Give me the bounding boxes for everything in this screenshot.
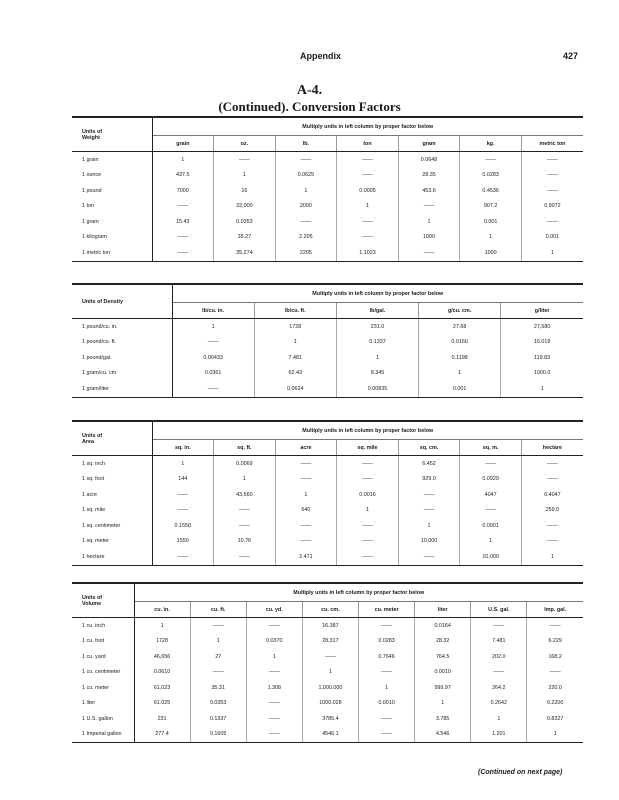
column-header: grain [152,136,214,152]
row-label: 1 metric ton [72,245,152,261]
row-label: 1 sq. meter [72,534,152,550]
factor-cell: 0.2200 [527,696,583,712]
table-row [72,366,583,382]
instruction-banner: Multiply units in left column by proper factor below [152,421,583,440]
factor-cell: 4.546 [415,727,471,743]
column-header: Imp. gal. [527,602,583,618]
factor-cell: —— [177,234,189,241]
factor-cell: 1 [415,696,471,712]
column-header: lb. [275,136,337,152]
factor-cell: 1 [419,366,501,382]
factor-cell: —— [398,245,460,261]
factor-cell: —— [337,152,399,168]
factor-cell: 1 [254,335,336,351]
factor-cell: 1000.028 [302,696,358,712]
row-label: 1 pound/cu. ft. [72,335,172,351]
factor-cell: 3785.4 [302,711,358,727]
column-header: g/cu. cm. [419,303,501,319]
table-row [72,350,583,366]
row-label: 1 pound [72,183,152,199]
row-label: 1 grain [72,152,152,168]
factor-cell: 1000 [460,245,522,261]
column-header: acre [275,440,337,456]
factor-cell: 2.205 [275,230,337,246]
column-header: cu. yd. [246,602,302,618]
table-row [72,534,583,550]
factor-cell: —— [152,245,214,261]
factor-cell: —— [246,665,302,681]
table-title-block [0,83,619,114]
factor-cell: 2205 [275,245,337,261]
factor-cell: 7000 [176,187,189,194]
factor-cell: —— [460,503,522,519]
factor-cell: 0.0069 [214,456,276,472]
factor-cell: —— [275,456,337,472]
table-row [72,472,583,488]
factor-cell: 0.1337 [190,711,246,727]
table-row [72,381,583,397]
factor-cell: —— [337,472,399,488]
factor-cell: 1.201 [471,727,527,743]
factor-cell: —— [471,665,527,681]
factor-cell: 929.0 [398,472,460,488]
factor-cell: —— [337,456,399,472]
row-label: 1 acre [72,487,152,503]
factor-cell: 168.2 [527,649,583,665]
factor-cell: 0.4536 [460,183,522,199]
table-row [72,549,583,565]
factor-cell: —— [337,230,399,246]
factor-cell: 61.025 [153,700,171,707]
factor-cell: 1 [181,156,185,163]
factor-cell: 43,560 [214,487,276,503]
column-header: cu. ft. [190,602,246,618]
factor-cell: 1 [190,634,246,650]
factor-cell: —— [521,183,583,199]
factor-cell: 1 [181,460,185,467]
factor-cell: —— [471,618,527,634]
row-label: 1 cu. centimeter [72,665,134,681]
factor-cell: 1000 [398,230,460,246]
column-header: sq. mile [337,440,399,456]
factor-cell: 1 [501,381,583,397]
factor-cell: —— [359,618,415,634]
factor-cell: —— [359,665,415,681]
column-header: lb/cu. in. [172,303,254,319]
factor-cell: 4546.1 [302,727,358,743]
factor-cell: 0.9072 [521,199,583,215]
factor-cell: 1 [302,665,358,681]
factor-cell: 3.785 [415,711,471,727]
factor-cell: —— [152,549,214,565]
factor-cell: —— [398,503,460,519]
table-row [72,618,583,634]
factor-cell: 764.5 [415,649,471,665]
row-label: 1 sq. inch [72,456,152,472]
column-header: sq. ft. [214,440,276,456]
weight-conversion-table [72,116,583,262]
factor-cell: 2000 [275,199,337,215]
table-row [72,230,583,246]
factor-cell: 10,000 [398,534,460,550]
factor-cell: —— [246,727,302,743]
factor-cell: 0.0010 [359,696,415,712]
factor-cell: —— [275,152,337,168]
units-heading: Units of Area [72,421,152,456]
factor-cell: 277.4 [134,727,190,743]
column-header: kg. [460,136,522,152]
factor-cell: —— [527,665,583,681]
factor-cell: —— [190,665,246,681]
factor-cell: 0.0610 [153,669,171,676]
factor-cell: 202.0 [471,649,527,665]
factor-cell: —— [337,534,399,550]
factor-cell: —— [246,711,302,727]
row-label: 1 hectare [72,549,152,565]
factor-cell: 0.0624 [254,381,336,397]
column-header: g/liter [501,303,583,319]
factor-cell: 27.68 [419,319,501,335]
factor-cell: 0.0001 [460,518,522,534]
factor-cell: 1 [359,680,415,696]
factor-cell: —— [359,711,415,727]
factor-cell: 4047 [460,487,522,503]
factor-cell: 16 [214,183,276,199]
continued-note: (Continued on next page) [478,769,563,776]
column-header: cu. in. [134,602,190,618]
row-label: 1 gram/cu. cm. [72,366,172,382]
table-row [72,503,583,519]
row-label: 1 Imperial gallon [72,727,134,743]
table-row [72,183,583,199]
table-row [72,649,583,665]
row-label: 1 cu. meter [72,680,134,696]
table-row [72,199,583,215]
factor-cell: 0.0353 [214,214,276,230]
factor-cell: —— [177,491,189,498]
instruction-banner: Multiply units in left column by proper factor below [152,117,583,136]
table-row [72,319,583,335]
factor-cell: 8.345 [336,366,418,382]
column-header: metric ton [521,136,583,152]
factor-cell: 1 [214,472,276,488]
factor-cell: —— [275,534,337,550]
row-label: 1 U.S. gallon [72,711,134,727]
column-header: sq. cm. [398,440,460,456]
factor-cell: —— [521,152,583,168]
factor-cell: 27,680 [501,319,583,335]
column-header: sq. in. [152,440,214,456]
section-title: Appendix [300,51,342,61]
factor-cell: 7.481 [471,634,527,650]
factor-cell: —— [190,618,246,634]
factor-cell: —— [460,456,522,472]
column-header: U.S. gal. [471,602,527,618]
column-header: cu. meter [359,602,415,618]
factor-cell: 35.31 [190,680,246,696]
factor-cell: —— [337,518,399,534]
factor-cell: —— [177,507,189,514]
factor-cell: 0.0160 [419,335,501,351]
factor-cell: 0.0370 [246,634,302,650]
factor-cell: 0.0929 [460,472,522,488]
table-row [72,727,583,743]
table-row [72,711,583,727]
instruction-banner: Multiply units in left column by proper factor below [172,284,583,303]
row-label: 1 ton [72,199,152,215]
factor-cell: 0.001 [521,230,583,246]
column-header: lb/cu. ft. [254,303,336,319]
factor-cell: 1.1023 [337,245,399,261]
column-header: liter [415,602,471,618]
factor-cell: —— [337,549,399,565]
column-header: oz. [214,136,276,152]
row-label: 1 cu. yard [72,649,134,665]
factor-cell: —— [172,381,254,397]
factor-cell: 144 [178,476,188,483]
factor-cell: 453.6 [398,183,460,199]
factor-cell: —— [214,518,276,534]
factor-cell: —— [337,168,399,184]
row-label: 1 sq. centimeter [72,518,152,534]
column-header: cu. cm. [302,602,358,618]
factor-cell: —— [359,727,415,743]
factor-cell: 1 [460,534,522,550]
factor-cell: 1728 [156,638,169,645]
page-number: 427 [563,51,579,61]
row-label: 1 pound/gal. [72,350,172,366]
factor-cell: 0.0164 [415,618,471,634]
factor-cell: 2.471 [275,549,337,565]
factor-cell: 16.019 [501,335,583,351]
volume-conversion-table [72,582,583,743]
factor-cell: 1.308 [246,680,302,696]
row-label: 1 cu. inch [72,618,134,634]
factor-cell: 0.1605 [190,727,246,743]
factor-cell: 0.0648 [398,152,460,168]
table-row [72,245,583,261]
factor-cell: 15.43 [176,218,190,225]
factor-cell: 0.0283 [359,634,415,650]
running-header [0,51,619,67]
column-header: gram [398,136,460,152]
factor-cell: —— [246,696,302,712]
factor-cell: 0.0361 [204,370,222,377]
factor-cell: 231.0 [336,319,418,335]
factor-cell: 1 [275,183,337,199]
factor-cell: —— [177,203,189,210]
factor-cell: 0.1550 [174,522,192,529]
row-label: 1 ounce [72,168,152,184]
factor-cell: 1 [337,503,399,519]
row-label: 1 kilogram [72,230,152,246]
factor-cell: 0.7646 [359,649,415,665]
factor-cell: 1 [336,350,418,366]
factor-cell: —— [521,534,583,550]
units-heading: Units of Weight [72,117,152,152]
factor-cell: —— [275,472,337,488]
factor-cell: 640 [275,503,337,519]
factor-cell: —— [521,472,583,488]
factor-cell: 35.27 [214,230,276,246]
factor-cell: 10,000 [460,549,522,565]
factor-cell: 119.83 [501,350,583,366]
factor-cell: 220.0 [527,680,583,696]
column-header: lb/gal. [336,303,418,319]
row-label: 1 cu. foot [72,634,134,650]
factor-cell: —— [214,503,276,519]
factor-cell: 1 [521,245,583,261]
factor-cell: 61,023 [153,684,171,691]
factor-cell: —— [207,339,219,346]
factor-cell: —— [460,152,522,168]
table-title: (Continued). Conversion Factors [218,99,401,114]
factor-cell: 0.0010 [415,665,471,681]
factor-cell: 0.0005 [337,183,399,199]
factor-cell: —— [521,456,583,472]
density-conversion-table [72,283,583,398]
column-header: sq. m. [460,440,522,456]
factor-cell: 6.229 [527,634,583,650]
units-heading: Units of Volume [72,583,134,618]
factor-cell: —— [275,518,337,534]
factor-cell: 1 [471,711,527,727]
factor-cell: 62.43 [254,366,336,382]
row-label: 1 pound/cu. in. [72,319,172,335]
factor-cell: 1 [211,323,215,330]
factor-cell: 1 [160,622,164,629]
table-row [72,634,583,650]
factor-cell: 231 [157,715,167,722]
factor-cell: 0.4047 [521,487,583,503]
column-header: hectare [521,440,583,456]
table-row [72,665,583,681]
table-row [72,152,583,168]
factor-cell: —— [521,518,583,534]
area-conversion-table [72,420,583,566]
table-row [72,335,583,351]
factor-cell: 0.1198 [419,350,501,366]
factor-cell: 259.0 [521,503,583,519]
factor-cell: —— [521,214,583,230]
table-number: A-4. [296,83,323,98]
factor-cell: 28,317 [302,634,358,650]
table-row [72,680,583,696]
factor-cell: 32,000 [214,199,276,215]
factor-cell: —— [521,168,583,184]
factor-cell: 999.97 [415,680,471,696]
factor-cell: —— [302,649,358,665]
instruction-banner: Multiply units in left column by proper factor below [134,583,583,602]
factor-cell: 1 [398,518,460,534]
factor-cell: —— [398,487,460,503]
factor-cell: —— [275,214,337,230]
factor-cell: —— [246,618,302,634]
row-label: 1 sq. mile [72,503,152,519]
factor-cell: 16.387 [302,618,358,634]
table-row [72,487,583,503]
factor-cell: 0.0625 [275,168,337,184]
factor-cell: 1,000,000 [302,680,358,696]
factor-cell: 0.00835 [336,381,418,397]
table-row [72,456,583,472]
factor-cell: 1 [460,230,522,246]
row-label: 1 gram/liter [72,381,172,397]
factor-cell: 1728 [254,319,336,335]
table-row [72,518,583,534]
table-row [72,214,583,230]
factor-cell: 6.452 [398,456,460,472]
factor-cell: 1 [521,549,583,565]
row-label: 1 sq. foot [72,472,152,488]
factor-cell: 0.00433 [203,354,223,361]
table-row [72,168,583,184]
factor-cell: 0.1337 [336,335,418,351]
factor-cell: 27 [190,649,246,665]
factor-cell: 1 [275,487,337,503]
factor-cell: 35,274 [214,245,276,261]
factor-cell: 0.001 [419,381,501,397]
factor-cell: —— [398,549,460,565]
row-label: 1 liter [72,696,134,712]
factor-cell: 1 [337,199,399,215]
factor-cell: —— [398,199,460,215]
factor-cell: 0.0016 [337,487,399,503]
factor-cell: —— [527,618,583,634]
factor-cell: 1000.0 [501,366,583,382]
factor-cell: 28.35 [398,168,460,184]
column-header: ton [337,136,399,152]
factor-cell: 46,656 [153,653,171,660]
factor-cell: 0.001 [460,214,522,230]
table-row [72,696,583,712]
factor-cell: —— [214,549,276,565]
factor-cell: 264.2 [471,680,527,696]
units-heading: Units of Density [72,284,172,319]
factor-cell: 7.481 [254,350,336,366]
factor-cell: 907.2 [460,199,522,215]
row-label: 1 gram [72,214,152,230]
factor-cell: —— [214,152,276,168]
factor-cell: 1550 [176,538,189,545]
factor-cell: 1 [246,649,302,665]
factor-cell: 1 [214,168,276,184]
factor-cell: 1 [527,727,583,743]
factor-cell: 0.2642 [471,696,527,712]
factor-cell: 0.0353 [190,696,246,712]
factor-cell: 10.76 [214,534,276,550]
factor-cell: 0.0283 [460,168,522,184]
factor-cell: 28.32 [415,634,471,650]
factor-cell: 1 [398,214,460,230]
factor-cell: 0.8327 [527,711,583,727]
factor-cell: 437.5 [176,172,190,179]
factor-cell: —— [337,214,399,230]
